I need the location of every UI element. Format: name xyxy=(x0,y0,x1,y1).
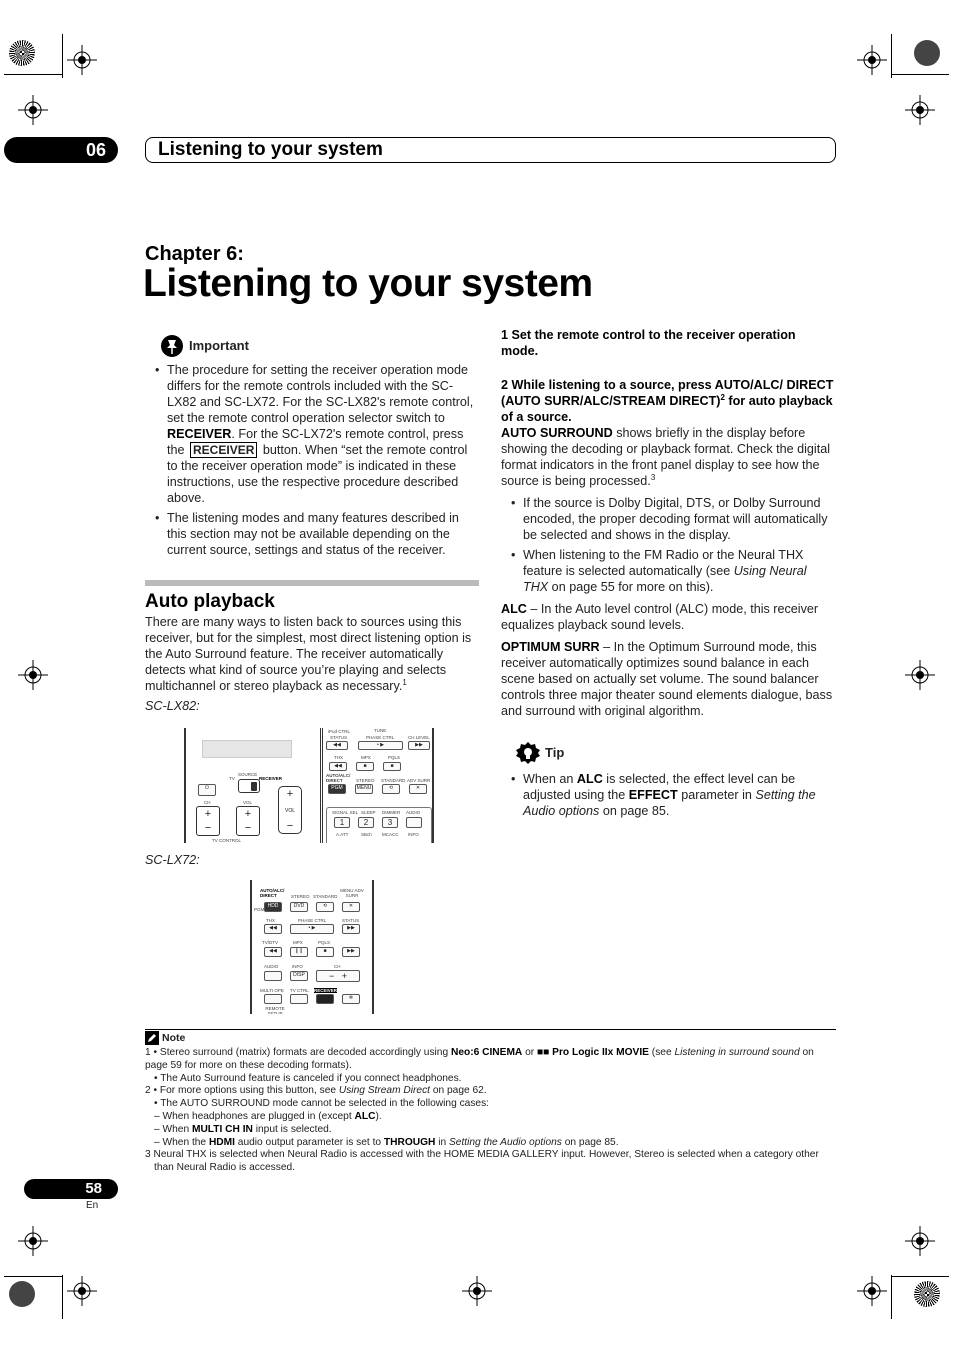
color-bar-rosette-bottom-right xyxy=(914,1281,940,1307)
crop-line xyxy=(891,1275,892,1319)
running-header-title: Listening to your system xyxy=(145,137,836,163)
ch-level-button[interactable]: ▶▶ xyxy=(408,741,430,750)
crop-line xyxy=(891,1276,949,1277)
footnote-2-line-3: – When headphones are plugged in (except ALC). xyxy=(154,1110,382,1122)
crop-line xyxy=(62,34,63,78)
auto-playback-body: There are many ways to listen back to sources using this receiver, but for the simplest, most direct listening option is the Auto Surround feature. The receiver automatically detects what kind of source you’re playing and selects multichannel or stereo playback as necessary.$^1$ xyxy=(145,615,472,693)
footnote-3: 3 Neural THX is selected when Neural Radio is accessed with the HOME MEDIA GALLERY input. However, Stereo is selected when a category other than Neural Radio is accessed. xyxy=(145,1149,819,1174)
phase-ctrl-button[interactable]: • ▶ xyxy=(358,741,403,750)
caption-sc-lx72: SC-LX72: xyxy=(145,853,200,867)
remote-illustration-sc-lx82: TUNE iPod CTRL STATUS PHASE CTRL CH LEVEL ◀◀ • ▶ ▶▶ THX MPX PQLS ◀◀ ■ ■ AUTO/ALC/ DIRECT STEREO STANDARD ADV SURR PGM MENU ⟲ ✕ SIGNAL SEL SLEEP DIMMER AUDIO 1 2 3 A.ATT SBch MCACC INFO TV SOURCE RECEIVER ⏻ CH VOL + − + − + VOL − TV CONTROL xyxy=(184,728,434,843)
tv-ctrl-button[interactable] xyxy=(290,994,308,1004)
number-2-button[interactable]: 2 xyxy=(358,817,374,828)
phase-ctrl-button[interactable]: • ▶ xyxy=(290,924,334,934)
list-item: • If the source is Dolby Digital, DTS, or Dolby Surround encoded, the proper decoding format will automatically be selected and shows in the display. xyxy=(501,495,835,543)
disp-button[interactable]: DISP xyxy=(290,971,308,981)
registration-mark-icon xyxy=(67,1276,97,1306)
footnote-2: 2 • For more options using this button, see Using Stream Direct on page 62. xyxy=(145,1085,487,1097)
receiver-button-label: RECEIVER xyxy=(190,442,257,458)
registration-mark-icon xyxy=(18,1226,48,1256)
footnote-2-line-5: – When the HDMI audio output parameter is set to THROUGH in Setting the Audio options on page 85. xyxy=(154,1136,619,1148)
remote-illustration-sc-lx72: AUTO/ALC/ DIRECT STEREO STANDARD MENU ADV SURR PGM HDD DVD ⟲ ✕ THX PHASE CTRL STATUS ◀◀ • ▶ ▶▶ TV/DTV MPX PQLS ◀◀ ❙❙ ■ ▶▶ AUDIO INFO CH DISP − + MULTI OPE TV CTRL RECEIVER ✲ REMOTE SETUP xyxy=(250,880,374,1014)
tip-heading-text: Tip xyxy=(545,745,565,760)
registration-mark-icon xyxy=(67,45,97,75)
right-column xyxy=(501,327,835,819)
step-1: 1 Set the remote control to the receiver operation mode. xyxy=(501,328,796,358)
tv-power-button[interactable]: ⏻ xyxy=(198,784,216,796)
registration-mark-icon xyxy=(462,1276,492,1306)
section-title-auto-playback: Auto playback xyxy=(145,591,275,612)
optimum-surr-desc: OPTIMUM SURR – In the Optimum Surround mode, this receiver automatically optimizes sound balance in each scene based on actually set volume. The sound balancer controls three major theater sound elements dialogue, bass and surround with original algorithm. xyxy=(501,640,833,718)
crop-line xyxy=(4,74,62,75)
footnote-1-line-2: • The Auto Surround feature is canceled if you connect headphones. xyxy=(154,1072,462,1084)
color-bar-rosette-top-left xyxy=(9,40,35,66)
chapter-label: Chapter 6: xyxy=(145,243,244,265)
dvd-button[interactable]: DVD xyxy=(290,902,308,912)
audio-button[interactable] xyxy=(264,971,282,981)
page-number: 58 xyxy=(24,1179,118,1199)
step-2: 2 While listening to a source, press AUTO/ALC/ DIRECT (AUTO SURR/ALC/STREAM DIRECT)$^2$ for auto playback of a source. xyxy=(501,378,834,424)
important-heading-text: Important xyxy=(189,338,249,353)
important-heading xyxy=(159,334,479,358)
receiver-volume-rocker[interactable]: + VOL − xyxy=(278,786,302,834)
caption-sc-lx82: SC-LX82: xyxy=(145,699,200,713)
color-bar-rosette-bottom-left xyxy=(9,1281,35,1307)
menu-button[interactable]: MENU xyxy=(355,784,373,794)
lightbulb-icon xyxy=(515,741,541,765)
tv-channel-rocker[interactable]: + − xyxy=(196,806,220,836)
multi-ope-button[interactable] xyxy=(264,994,282,1004)
auto-surround-desc: AUTO SURROUND shows briefly in the display before showing the decoding or playback format. Check the digital format indicators in the front panel display to see how the source is being processed.$^3$ xyxy=(501,426,831,488)
list-item: • The listening modes and many features described in this section may not be available depending on the current source, settings and status of the receiver. xyxy=(145,510,479,558)
registration-mark-icon xyxy=(18,660,48,690)
color-bar-rosette-top-right xyxy=(914,40,940,66)
registration-mark-icon xyxy=(905,1226,935,1256)
standard-button[interactable]: ⟲ xyxy=(382,784,400,794)
thx-button[interactable]: ◀◀ xyxy=(329,762,347,771)
pencil-icon xyxy=(145,1031,159,1045)
pqls-button[interactable]: ■ xyxy=(383,762,401,771)
mpx-button[interactable]: ■ xyxy=(356,762,374,771)
thx-button[interactable]: ◀◀ xyxy=(264,924,282,934)
page-language: En xyxy=(86,1200,99,1211)
chapter-number-badge: 06 xyxy=(4,137,118,163)
audio-button[interactable] xyxy=(406,817,422,828)
list-item: • When an ALC is selected, the effect level can be adjusted using the EFFECT parameter in Setting the Audio options on page 85. xyxy=(501,771,835,819)
list-item: • When listening to the FM Radio or the Neural THX feature is selected automatically (see Using Neural THX on page 55 for more on this). xyxy=(501,547,835,595)
footnotes xyxy=(145,1029,836,1175)
crop-line xyxy=(62,1275,63,1319)
section-divider xyxy=(145,580,479,586)
adv-surr-button[interactable]: ✕ xyxy=(342,902,360,912)
registration-mark-icon xyxy=(18,95,48,125)
channel-rocker[interactable]: − + xyxy=(316,970,360,982)
receiver-button[interactable] xyxy=(316,994,334,1004)
list-item: • The procedure for setting the receiver operation mode differs for the remote controls included with the SC-LX82 and SC-LX72. For the SC-LX82's remote control, set the remote control operation selector switch to RECEIVER. For the SC-LX72's remote control, press the RECEIVER button. When “set the remote control to the receiver operation mode” is indicated in these instructions, use the respective procedure described above. xyxy=(145,362,479,506)
light-button[interactable]: ✲ xyxy=(342,994,360,1004)
registration-mark-icon xyxy=(857,45,887,75)
tv-volume-rocker[interactable]: + − xyxy=(236,806,260,836)
standard-button[interactable]: ⟲ xyxy=(316,902,334,912)
mpx-button[interactable]: ❙❙ xyxy=(290,947,308,957)
crop-line xyxy=(891,34,892,78)
important-list xyxy=(145,362,479,558)
tip-heading xyxy=(515,741,835,765)
left-column xyxy=(145,334,479,714)
pqls-button[interactable]: ■ xyxy=(316,947,334,957)
registration-mark-icon xyxy=(905,660,935,690)
crop-line xyxy=(4,1276,62,1277)
tip-list xyxy=(501,771,835,819)
chapter-title: Listening to your system xyxy=(143,262,593,305)
operation-selector-switch[interactable] xyxy=(238,779,260,793)
hdd-button[interactable]: HDD xyxy=(264,902,282,912)
status-button[interactable]: ◀◀ xyxy=(326,741,348,750)
footnote-1: 1 • Stereo surround (matrix) formats are decoded accordingly using Neo:6 CINEMA or ■■ Pro Logic IIx MOVIE (see Listening in surround sound on page 59 for more on these decoding formats). xyxy=(145,1047,814,1071)
adv-surr-button[interactable]: ✕ xyxy=(409,784,427,794)
remote-display xyxy=(202,740,292,758)
pgm-button[interactable]: PGM xyxy=(328,784,346,794)
number-1-button[interactable]: 1 xyxy=(334,817,350,828)
pushpin-icon xyxy=(159,334,185,358)
footnote-2-line-2: • The AUTO SURROUND mode cannot be selected in the following cases: xyxy=(154,1098,490,1110)
tv-dtv-button[interactable]: ◀◀ xyxy=(264,947,282,957)
status-button[interactable]: ▶▶ xyxy=(342,924,360,934)
crop-line xyxy=(891,74,949,75)
auto-surround-list xyxy=(501,495,835,595)
alc-desc: ALC – In the Auto level control (ALC) mode, this receiver equalizes playback sound levels. xyxy=(501,602,819,632)
registration-mark-icon xyxy=(905,95,935,125)
note-heading: Note xyxy=(145,1031,836,1045)
skip-button[interactable]: ▶▶ xyxy=(342,947,360,957)
registration-mark-icon xyxy=(857,1276,887,1306)
number-3-button[interactable]: 3 xyxy=(382,817,398,828)
footnote-2-line-4: – When MULTI CH IN input is selected. xyxy=(154,1123,332,1135)
